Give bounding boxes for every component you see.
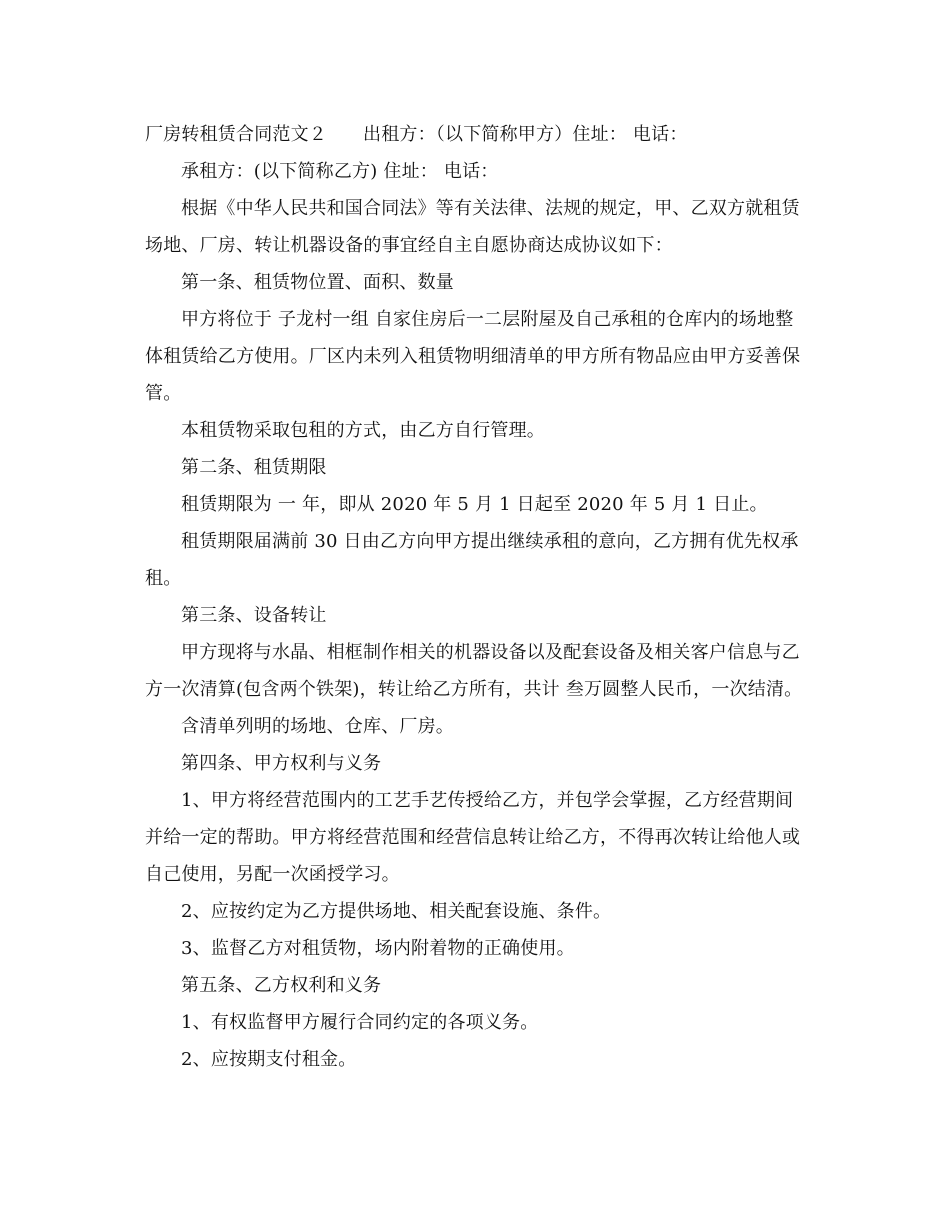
document-title: 厂房转租赁合同范文２ [145, 124, 327, 145]
paragraph: 甲方将位于 子龙村一组 自家住房后一二层附屋及自己承租的仓库内的场地整体租赁给乙方使用。厂区内未列入租赁物明细清单的甲方所有物品应由甲方妥善保管。 [145, 309, 801, 404]
paragraph: 1、甲方将经营范围内的工艺手艺传授给乙方，并包学会掌握，乙方经营期间并给一定的帮助。甲方将经营范围和经营信息转让给乙方，不得再次转让给他人或自己使用，另配一次函授学习。 [145, 790, 801, 885]
paragraph: 租赁期限届满前 30 日由乙方向甲方提出继续承租的意向，乙方拥有优先权承租。 [145, 531, 799, 589]
heading-article-3: 第三条、设备转让 [181, 605, 327, 626]
paragraph: 2、应按期支付租金。 [181, 1049, 357, 1070]
paragraph-lessee: 承租方：(以下简称乙方) 住址： 电话： [181, 161, 499, 182]
heading-article-2: 第二条、租赁期限 [181, 457, 327, 478]
paragraph: 租赁期限为 一 年，即从 2020 年 5 月 1 日起至 2020 年 5 月 1 日止。 [181, 494, 768, 515]
paragraph-preamble: 根据《中华人民共和国合同法》等有关法律、法规的规定，甲、乙双方就租赁场地、厂房、转让机器设备的事宜经自主自愿协商达成协议如下： [145, 198, 800, 256]
paragraph: 甲方现将与水晶、相框制作相关的机器设备以及配套设备及相关客户信息与乙方一次清算(包含两个铁架)，转让给乙方所有，共计 叁万圆整人民币，一次结清。 [145, 642, 803, 700]
heading-article-5: 第五条、乙方权利和义务 [181, 975, 382, 996]
document-body [145, 116, 810, 1078]
paragraph: 本租赁物采取包租的方式，由乙方自行管理。 [181, 420, 545, 441]
heading-article-1: 第一条、租赁物位置、面积、数量 [181, 272, 454, 293]
paragraph: 含清单列明的场地、仓库、厂房。 [181, 716, 454, 737]
paragraph: 1、有权监督甲方履行合同约定的各项义务。 [181, 1012, 539, 1033]
paragraph: 3、监督乙方对租赁物，场内附着物的正确使用。 [181, 938, 575, 959]
heading-article-4: 第四条、甲方权利与义务 [181, 753, 382, 774]
paragraph: 2、应按约定为乙方提供场地、相关配套设施、条件。 [181, 901, 612, 922]
title-line [145, 116, 810, 153]
lessor-line: 出租方：（以下简称甲方）住址： 电话： [363, 124, 688, 145]
